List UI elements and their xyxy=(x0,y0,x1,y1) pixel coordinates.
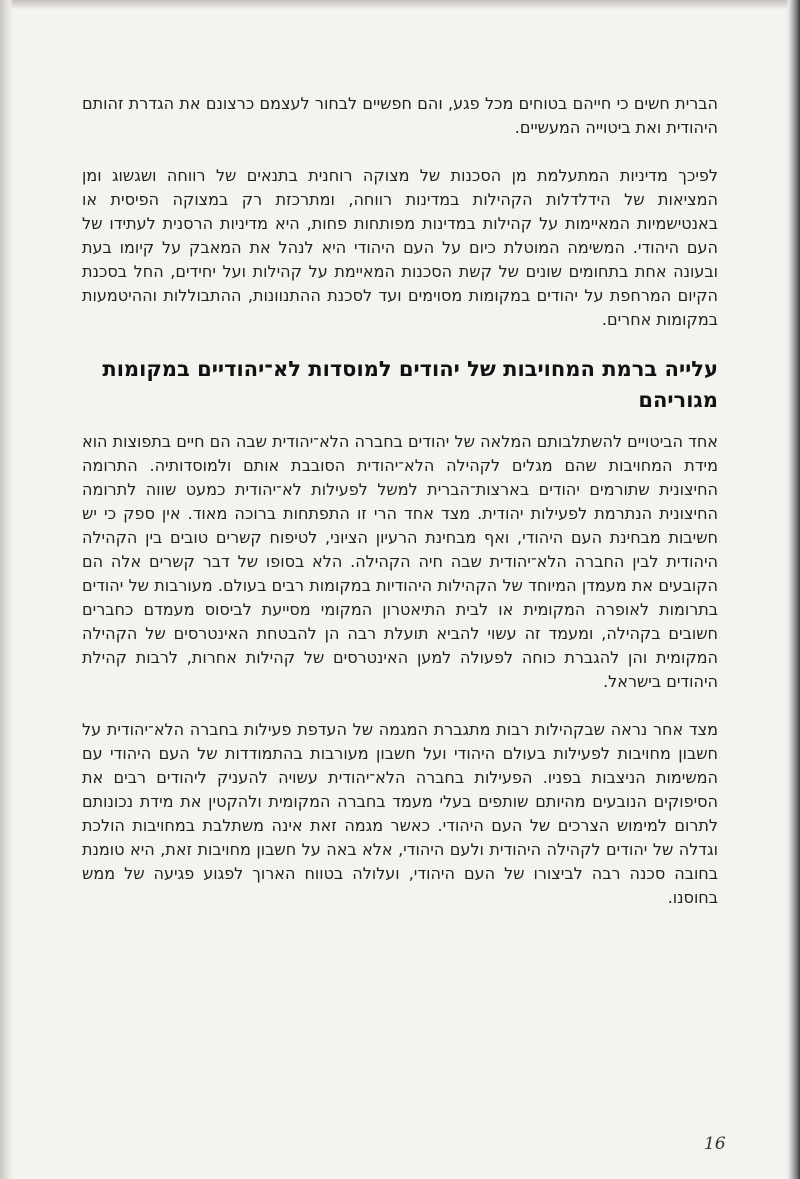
paragraph-concern: מצד אחר נראה שבקהילות רבות מתגברת המגמה של העדפת פעילות בחברה הלא־יהודית על חשבון מחויבות לפעילות בעולם היהודי ועל חשבון מעורבות בהתמודדות של העם היהודי עם המשימות הניצבות בפניו. הפעילות בחברה הלא־יהודית עשויה להעניק ליהודים רבים את הסיפוקים הנובעים מהיותם שותפים בעלי מעמד בחברה המקומית ולהקטין את מידת נכונותם לתרום למימוש הצרכים של העם היהודי. כאשר מגמה זאת אינה משתלבת במחויבות הולכת וגדלה של יהודים לקהילה היהודית ולעם היהודי, אלא באה על חשבון מחויבות זאת, היא טומנת בחובה סכנה רבה לביצורו של העם היהודי, ועלולה בטווח הארוך לפגוע פגיעה של ממש בחוסנו. xyxy=(82,720,718,907)
section-heading: עלייה ברמת המחויבות של יהודים למוסדות לא־יהודיים במקומות מגוריהם xyxy=(102,357,718,412)
page-number: 16 xyxy=(704,1134,726,1154)
scan-shadow-right xyxy=(786,0,800,1179)
scan-shadow-left xyxy=(0,0,14,1179)
paragraph-intro: הברית חשים כי חייהם בטוחים מכל פגע, והם חפשיים לבחור לעצמם כרצונם את הגדרת זהותם היהודית ואת ביטוייה המעשיים. xyxy=(82,94,718,137)
paragraph-involvement: אחד הביטויים להשתלבותם המלאה של יהודים בחברה הלא־יהודית שבה הם חיים בתפוצות הוא מידת המחויבות שהם מגלים לקהילה הלא־יהודית הסובבת אותם ולמוסדותיה. התרומה החיצונית שתורמים יהודים בארצות־הברית למשל לפעילות לא־יהודית כמעט שווה לתרומה החיצונית הנתרמת לפעילות יהודית. מצד אחד הרי זו התפתחות ברוכה מאוד. אין ספק כי יש חשיבות מבחינת העם היהודי, ואף מבחינת הרעיון הציוני, לטיפוח קשרים טובים בין הקהילה היהודית לבין החברה הלא־יהודית שבה חיה הקהילה. הלא בסופו של דבר קשרים אלה הם הקובעים את מעמדן המיוחד של הקהילות היהודיות במקומות רבים בעולם. מעורבות של יהודים בתרומות לאופרה המקומית או לבית התיאטרון המקומי מסייעת לביסוס מעמדם כחברים חשובים בקהילה, ומעמד זה עשוי להביא תועלת רבה הן להבטחת האינטרסים של הקהילה המקומית והן להגברת כוחה לפעולה למען האינטרסים של קהילות אחרות, לרבות קהילת היהודים בישראל. xyxy=(82,432,718,691)
paragraph-policy: לפיכך מדיניות המתעלמת מן הסכנות של מצוקה רוחנית בתנאים של רווחה ושגשוג ומן המציאות של הידלדלות הקהילות במדינות רווחה, ומתרכזת רק במצוקה הפיסית או באנטישמיות המאיימות על קהילות במדינות מפותחות פחות, היא מדיניות הרסנית לעתידו של העם היהודי. המשימה המוטלת כיום על העם היהודי היא לנהל את המאבק על קיומו בעת ובעונה אחת בתחומים שונים של קשת הסכנות המאיימת על קהילות ועל יחידים, החל בסכנת הקיום המרחפת על יהודים במקומות מסוימים ועד לסכנת ההתנוונות, ההתבוללות וההיטמעות במקומות אחרים. xyxy=(82,166,718,329)
page-body xyxy=(82,92,718,934)
scan-shadow-top xyxy=(0,0,800,10)
